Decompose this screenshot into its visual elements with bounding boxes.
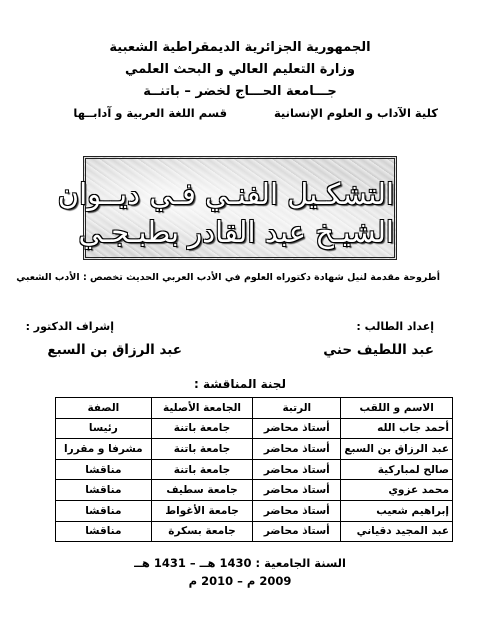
table-row — [56, 500, 453, 521]
header-university: الجامعة الأصلية — [151, 398, 253, 419]
member-role: رئيسا — [56, 418, 152, 439]
member-role: مشرفا و مقررا — [56, 439, 152, 460]
member-rank: أستاذ محاضر — [253, 459, 341, 480]
academic-year-gregorian: 2009 م – 2010 م — [188, 574, 292, 588]
member-university: جامعة الأغواط — [151, 500, 253, 521]
member-university: جامعة سطيف — [151, 480, 253, 501]
member-rank: أستاذ محاضر — [253, 500, 341, 521]
member-name: أحمد جاب الله — [341, 418, 453, 439]
republic-name: الجمهورية الجزائرية الديمقراطية الشعبية — [109, 40, 371, 55]
ministry-name: وزارة التعليم العالي و البحث العلمي — [125, 62, 355, 77]
student-name: عبد اللطيف حني — [323, 342, 434, 358]
table-row — [56, 480, 453, 501]
supervisor-label: إشراف الدكتور : — [25, 320, 114, 333]
member-university: جامعة باتنة — [151, 439, 253, 460]
member-role: مناقشا — [56, 500, 152, 521]
table-row — [56, 439, 453, 460]
member-role: مناقشا — [56, 459, 152, 480]
member-rank: أستاذ محاضر — [253, 418, 341, 439]
member-name: عبد الرزاق بن السبع — [341, 439, 453, 460]
academic-year-hijri: السنة الجامعية : 1430 هــ – 1431 هــ — [134, 556, 346, 570]
member-name: إبراهيم شعيب — [341, 500, 453, 521]
member-rank: أستاذ محاضر — [253, 439, 341, 460]
member-role: مناقشا — [56, 480, 152, 501]
table-row — [56, 459, 453, 480]
member-name: صالح لمباركية — [341, 459, 453, 480]
thesis-note: أطروحة مقدمة لنيل شهادة دكتوراه العلوم في الأدب العربي الحديث تخصص : الأدب الشعبي — [16, 272, 440, 283]
title-line-2: الشيـخ عبد القادر بطبـجـي — [78, 215, 394, 249]
faculty-name: كلية الآداب و العلوم الإنسانية — [273, 106, 438, 120]
table-row — [56, 521, 453, 542]
department-name: قسم اللغة العربية و آدابــها — [73, 106, 227, 120]
university-name: جـــامعة الحـــاج لخضر – باتنــة — [143, 84, 337, 99]
table-header-row — [56, 398, 453, 419]
header-rank: الرتبة — [253, 398, 341, 419]
title-box — [57, 156, 397, 260]
member-name: محمد عزوي — [341, 480, 453, 501]
member-role: مناقشا — [56, 521, 152, 542]
student-label: إعداد الطالب : — [356, 320, 434, 333]
committee-table — [55, 397, 453, 542]
member-university: جامعة باتنة — [151, 418, 253, 439]
member-rank: أستاذ محاضر — [253, 480, 341, 501]
committee-title: لجنة المناقشة : — [194, 377, 286, 391]
member-university: جامعة بسكرة — [151, 521, 253, 542]
member-name: عبد المجيد دقياني — [341, 521, 453, 542]
member-university: جامعة باتنة — [151, 459, 253, 480]
header-role: الصفة — [56, 398, 152, 419]
member-rank: أستاذ محاضر — [253, 521, 341, 542]
table-row — [56, 418, 453, 439]
header-name: الاسم و اللقب — [341, 398, 453, 419]
supervisor-name: عبد الرزاق بن السبع — [47, 342, 182, 358]
title-line-1: التشكـيل الفنـي فـي ديــوان — [57, 177, 394, 211]
